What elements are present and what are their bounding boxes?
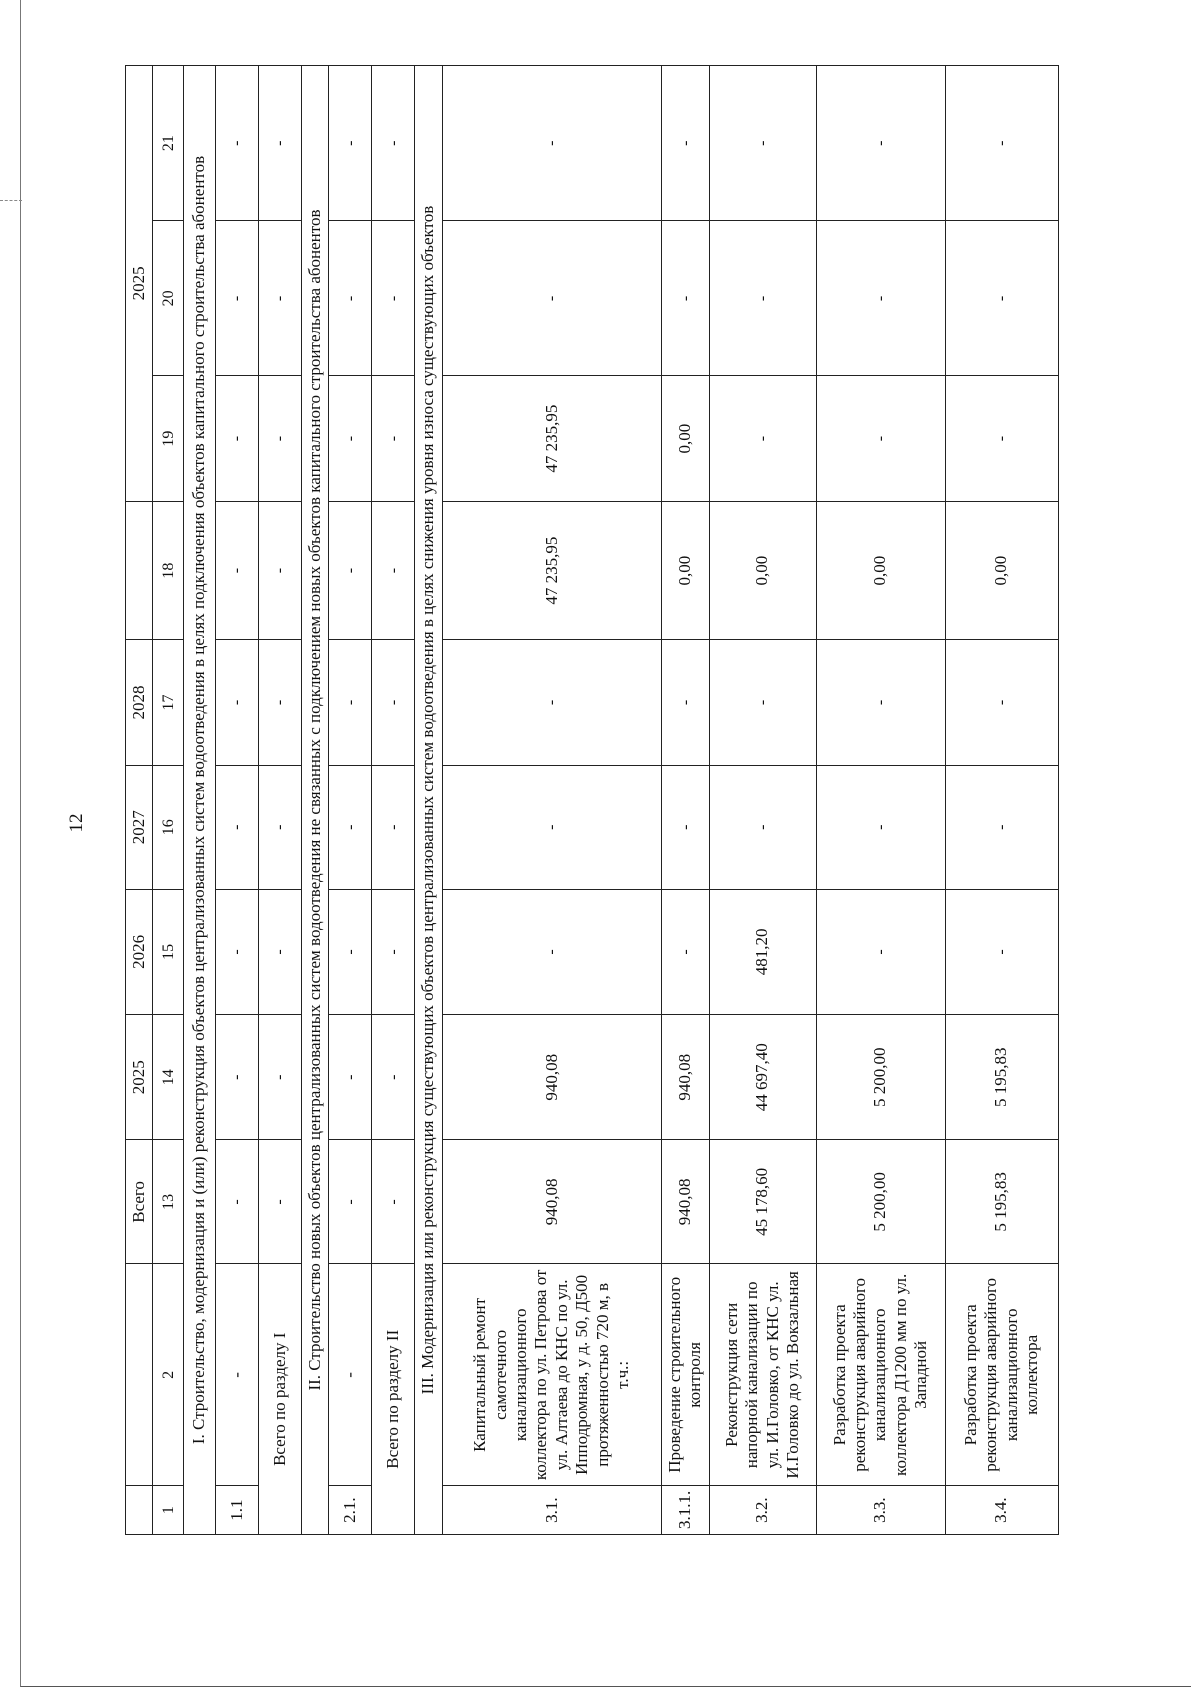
section-3-title-row [415,66,442,1535]
cell: - [216,66,259,221]
section-1-title [184,66,216,1535]
cell: - [216,1140,259,1264]
cell: 940,08 [661,1015,709,1140]
cell: - [945,765,1058,889]
scan-edge-mark [0,200,22,201]
cell: 47 235,95 [442,376,661,501]
cell: 5 200,00 [816,1140,945,1264]
cell: - [372,640,415,765]
table-row [709,66,816,1535]
cell: 940,08 [442,1015,661,1140]
cell: - [329,765,372,889]
table-row [216,66,259,1535]
cell: 44 697,40 [709,1015,816,1140]
cell: - [372,376,415,501]
cell: - [372,889,415,1014]
cell: - [709,376,816,501]
cell: - [709,640,816,765]
header-year-15: 2026 [126,889,153,1014]
header-year-16: 2027 [126,765,153,889]
cell: - [329,376,372,501]
cell: - [661,889,709,1014]
cell: - [442,640,661,765]
cell: - [372,1140,415,1264]
header-total: Всего [126,1140,153,1264]
cell: - [816,221,945,376]
cell: - [259,376,302,501]
cell: - [709,765,816,889]
cell: - [945,376,1058,501]
row-name: Проведение строительного контроля [661,1264,709,1486]
cell: - [259,221,302,376]
cell: - [372,765,415,889]
row-name: Капитальный ремонт самотечного канализационного коллектора по ул. Петрова от ул. Алтаева до КНС по ул. Ипподромная, у д. 50, Д500 протяженностью 720 м, в т.ч.: [442,1264,661,1486]
row-name: - [329,1264,372,1486]
row-name: Разработка проекта реконструкция аварийного канализационного коллектора [945,1264,1058,1486]
section-2-total-row [372,66,415,1535]
row-number: 1.1 [216,1486,259,1535]
table-row [816,66,945,1535]
table-row [329,66,372,1535]
row-number: 3.4. [945,1486,1058,1535]
cell: - [216,501,259,640]
header-year-17: 2028 [126,640,153,765]
header-row-col-numbers [153,66,184,1535]
cell: - [945,889,1058,1014]
col-number-13: 13 [153,1140,184,1264]
cell: - [442,765,661,889]
row-name: - [216,1264,259,1486]
col-number-21: 21 [153,66,184,221]
cell: - [216,640,259,765]
section-3-title: III. Модернизация или реконструкция существующих объектов централизованных систем водоотведения в целях снижения уровня износа существующих объектов [415,66,442,1535]
cell: 940,08 [442,1140,661,1264]
cell: - [709,66,816,221]
col-number-17: 17 [153,640,184,765]
cell: - [661,765,709,889]
cell: - [329,221,372,376]
cell: - [329,1015,372,1140]
cell: - [259,765,302,889]
cell: - [661,66,709,221]
row-number: 3.3. [816,1486,945,1535]
cell: - [329,640,372,765]
cell: - [216,376,259,501]
cell: - [816,640,945,765]
cell: - [709,221,816,376]
header-year-14: 2025 [126,1015,153,1140]
cell: - [259,501,302,640]
cell: - [372,501,415,640]
cell: 0,00 [661,501,709,640]
cell: 0,00 [709,501,816,640]
cell: - [945,221,1058,376]
rotated-table-wrapper [125,65,1195,1535]
cell: - [442,221,661,376]
header-year-18 [126,501,153,640]
section-1-title-row [184,66,216,1535]
cell: 5 200,00 [816,1015,945,1140]
cell: - [329,1140,372,1264]
cell: - [216,221,259,376]
row-number: 3.1. [442,1486,661,1535]
cell: - [259,889,302,1014]
col-number-14: 14 [153,1015,184,1140]
cell: - [816,66,945,221]
cell: - [372,1015,415,1140]
col-number-18: 18 [153,501,184,640]
cell: - [945,640,1058,765]
cell: - [372,66,415,221]
page-number: 12 [66,813,87,833]
cell: - [259,640,302,765]
investment-program-table [125,65,1059,1535]
cell: - [816,765,945,889]
cell: - [372,221,415,376]
col-number-1: 1 [153,1486,184,1535]
cell: - [329,501,372,640]
row-number: 3.2. [709,1486,816,1535]
section-1-total-row [259,66,302,1535]
cell: 0,00 [816,501,945,640]
col-number-16: 16 [153,765,184,889]
cell: - [329,66,372,221]
cell: - [661,640,709,765]
cell: - [259,1140,302,1264]
row-name: Разработка проекта реконструкция аварийного канализационного коллектора Д1200 мм по ул. Западной [816,1264,945,1486]
cell: 0,00 [661,376,709,501]
header-year-19-21: 2025 [126,66,153,502]
cell: 47 235,95 [442,501,661,640]
cell: 5 195,83 [945,1015,1058,1140]
col-number-15: 15 [153,889,184,1014]
cell: - [661,221,709,376]
cell: - [945,66,1058,221]
cell: - [816,889,945,1014]
header-row-years [126,66,153,1535]
header-blank-2 [126,1264,153,1486]
col-number-20: 20 [153,221,184,376]
row-name: Реконструкция сети напорной канализации по ул. И.Головко, от КНС ул. И.Головко до ул. Вокзальная [709,1264,816,1486]
cell: 0,00 [945,501,1058,640]
section-2-total-label: Всего по разделу II [372,1264,415,1535]
cell: - [259,1015,302,1140]
cell: - [216,1015,259,1140]
cell: - [442,66,661,221]
cell: - [329,889,372,1014]
header-blank-1 [126,1486,153,1535]
cell: - [816,376,945,501]
section-2-title: II. Строительство новых объектов централизованных систем водоотведения не связанных с подключением новых объектов капитального строительства абонентов [302,66,329,1535]
row-number: 3.1.1. [661,1486,709,1535]
table-row [442,66,661,1535]
cell: 45 178,60 [709,1140,816,1264]
cell: - [442,889,661,1014]
cell: - [216,889,259,1014]
cell: - [216,765,259,889]
cell: 481,20 [709,889,816,1014]
cell: 940,08 [661,1140,709,1264]
cell: - [259,66,302,221]
table-row [661,66,709,1535]
row-number: 2.1. [329,1486,372,1535]
section-1-title-text: I. Строительство, модернизация и (или) реконструкция объектов централизованных систем водоотведения в целях подключения объектов капитального строительства абонентов [189,155,209,1445]
cell: 5 195,83 [945,1140,1058,1264]
section-2-title-row [302,66,329,1535]
col-number-2: 2 [153,1264,184,1486]
table-row [945,66,1058,1535]
col-number-19: 19 [153,376,184,501]
section-1-total-label: Всего по разделу I [259,1264,302,1535]
